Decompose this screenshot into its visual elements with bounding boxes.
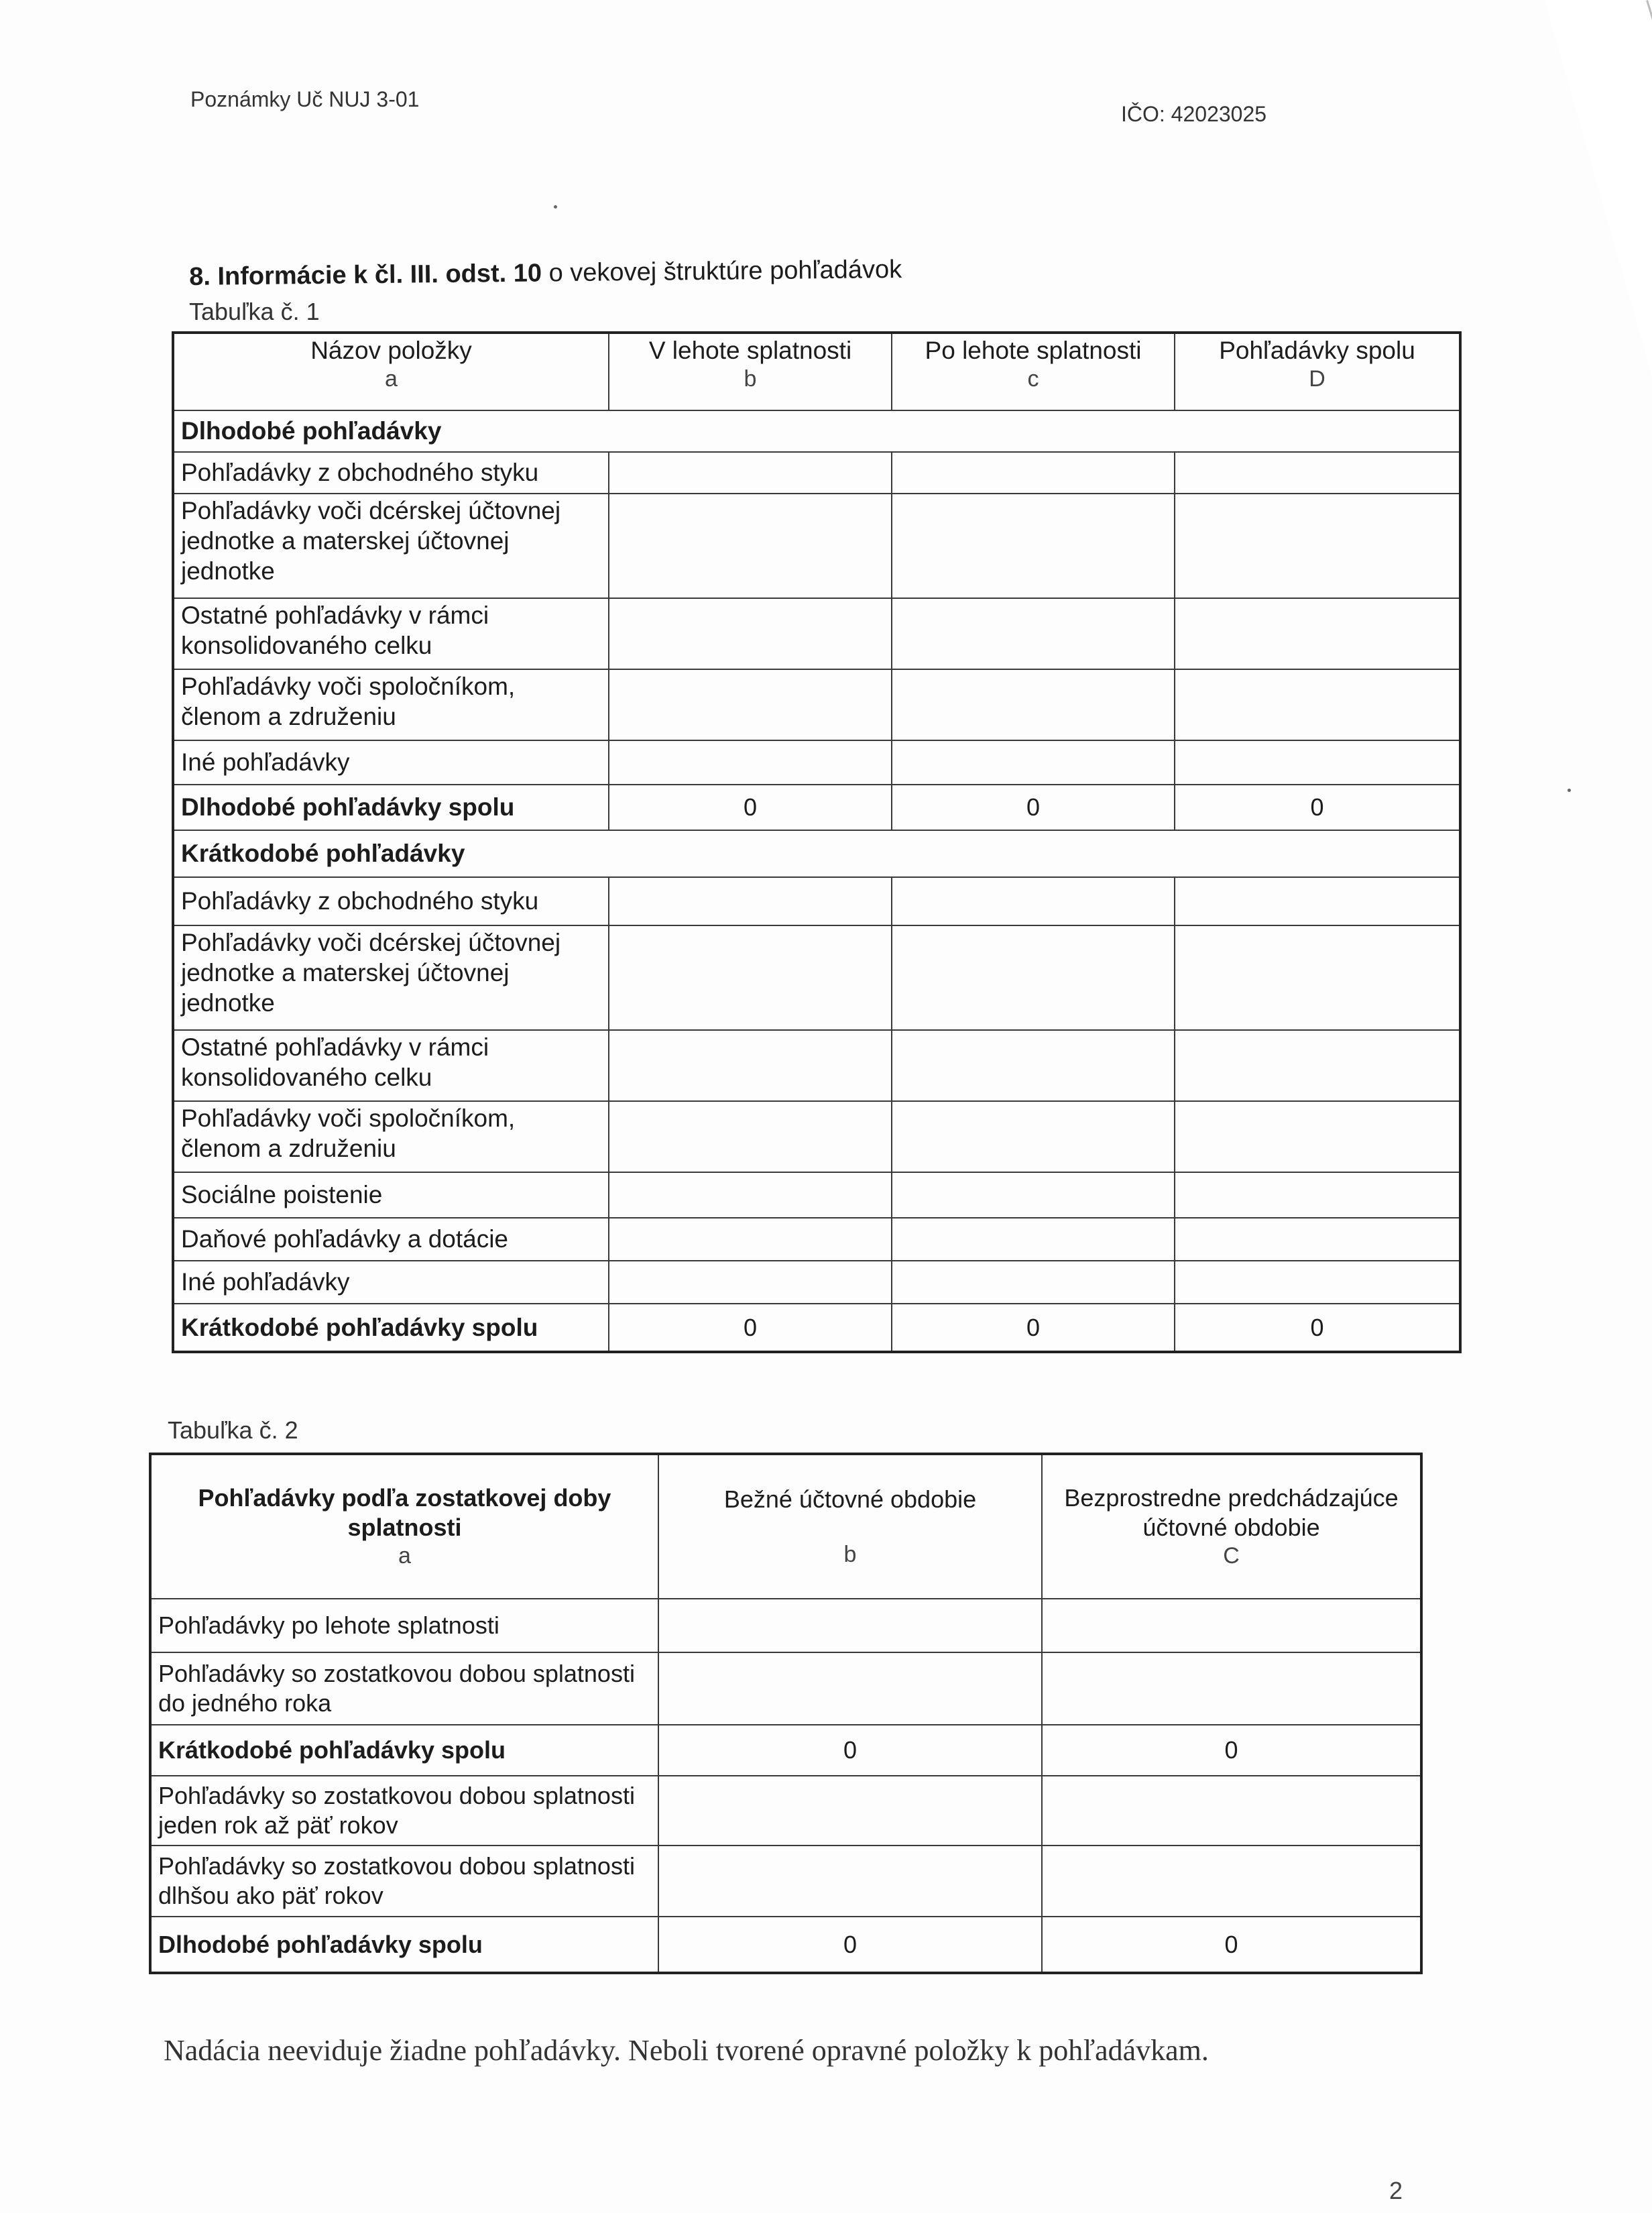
cell-b (609, 1172, 892, 1218)
table2-header-label: Pohľadávky podľa zostatkovej doby splatnosti (198, 1483, 611, 1541)
cell-c (892, 877, 1175, 925)
table1 (172, 331, 1462, 1353)
table-row (173, 1172, 1460, 1218)
page-corner-fold (1545, 0, 1652, 376)
page-number: 2 (1389, 2177, 1403, 2204)
cell-c (892, 669, 1175, 740)
table-row (173, 452, 1460, 494)
section-title-prefix: 8. Informácie k čl. III. odst. 10 (189, 259, 542, 291)
table1-section-label: Dlhodobé pohľadávky (173, 410, 1460, 452)
cell-c (1042, 1846, 1421, 1917)
cell-d (1175, 877, 1460, 925)
cell-b (609, 1030, 892, 1101)
total-b: 0 (609, 785, 892, 830)
table1-header-cell (892, 333, 1175, 410)
table1-header-label: Pohľadávky spolu (1219, 337, 1415, 364)
row-label: Pohľadávky so zostatkovou dobou splatnosti do jedného roka (150, 1652, 658, 1725)
cell-c (1042, 1652, 1421, 1725)
table1-header-label: Názov položky (310, 337, 472, 364)
cell-d (1175, 1261, 1460, 1304)
cell-d (1175, 494, 1460, 598)
table-row (150, 1846, 1421, 1917)
table1-header-label: V lehote splatnosti (648, 337, 852, 364)
total-d: 0 (1175, 1304, 1460, 1352)
total-b: 0 (609, 1304, 892, 1352)
cell-c (892, 452, 1175, 494)
header-document-name: Poznámky Uč NUJ 3-01 (190, 87, 420, 111)
cell-c (892, 1218, 1175, 1261)
table2-header-label: Bezprostredne predchádzajúce účtovné obdobie (1064, 1483, 1399, 1541)
table-row (173, 598, 1460, 669)
cell-b (609, 1101, 892, 1172)
cell-d (1175, 925, 1460, 1030)
table-row (173, 1218, 1460, 1261)
table2-short-total-row (150, 1725, 1421, 1776)
row-label: Pohľadávky so zostatkovou dobou splatnosti dlhšou ako päť rokov (150, 1846, 658, 1917)
row-label: Pohľadávky po lehote splatnosti (150, 1599, 658, 1652)
table-row (173, 740, 1460, 785)
cell-d (1175, 1172, 1460, 1218)
row-label: Dlhodobé pohľadávky spolu (150, 1917, 658, 1973)
row-label: Dlhodobé pohľadávky spolu (173, 785, 609, 830)
cell-c (1042, 1776, 1421, 1846)
table-row (173, 669, 1460, 740)
cell-b (609, 669, 892, 740)
table-row (173, 877, 1460, 925)
row-label: Iné pohľadávky (173, 740, 609, 785)
table1-header-letter: c (1027, 366, 1039, 392)
cell-c (892, 598, 1175, 669)
table1-caption: Tabuľka č. 1 (189, 298, 320, 325)
total-c: 0 (892, 1304, 1175, 1352)
row-label: Iné pohľadávky (173, 1261, 609, 1304)
table1-section-label: Krátkodobé pohľadávky (173, 830, 1460, 877)
row-label: Pohľadávky voči spoločníkom, členom a združeniu (173, 669, 609, 740)
cell-c (892, 1261, 1175, 1304)
row-label: Daňové pohľadávky a dotácie (173, 1218, 609, 1261)
cell-b (609, 1218, 892, 1261)
table2-header-label: Bežné účtovné obdobie (723, 1485, 977, 1513)
table2 (149, 1453, 1423, 1974)
total-c: 0 (892, 785, 1175, 830)
table2-header-cell (150, 1454, 658, 1599)
cell-c (892, 1030, 1175, 1101)
table2-long-total-row (150, 1917, 1421, 1973)
cell-c (892, 925, 1175, 1030)
table-row (173, 925, 1460, 1030)
table1-header-letter: D (1309, 366, 1325, 392)
scan-speck (554, 205, 557, 209)
total-d: 0 (1175, 785, 1460, 830)
row-label: Pohľadávky voči dcérskej účtovnej jednotke a materskej účtovnej jednotke (173, 925, 609, 1030)
row-label: Krátkodobé pohľadávky spolu (150, 1725, 658, 1776)
row-label: Krátkodobé pohľadávky spolu (173, 1304, 609, 1352)
cell-c: 0 (1042, 1725, 1421, 1776)
table2-header-letter: C (1223, 1542, 1240, 1569)
table-row (173, 1101, 1460, 1172)
cell-b (609, 877, 892, 925)
row-label: Pohľadávky so zostatkovou dobou splatnosti jeden rok až päť rokov (150, 1776, 658, 1846)
cell-d (1175, 1218, 1460, 1261)
cell-b (609, 1261, 892, 1304)
table1-section-row (173, 830, 1460, 877)
table1-section-row (173, 410, 1460, 452)
table1-header-cell (609, 333, 892, 410)
cell-c (892, 1101, 1175, 1172)
cell-b (658, 1846, 1042, 1917)
cell-b (609, 925, 892, 1030)
cell-b (609, 452, 892, 494)
table2-header-letter: b (843, 1541, 857, 1567)
cell-c (892, 1172, 1175, 1218)
table-row (173, 1030, 1460, 1101)
cell-b (609, 494, 892, 598)
cell-b (609, 740, 892, 785)
table2-header-cell (1042, 1454, 1421, 1599)
table1-header-letter: a (385, 366, 398, 392)
table-row (150, 1599, 1421, 1652)
cell-c: 0 (1042, 1917, 1421, 1973)
cell-d (1175, 669, 1460, 740)
table-row (173, 494, 1460, 598)
cell-b: 0 (658, 1725, 1042, 1776)
header-company-id: IČO: 42023025 (1121, 102, 1267, 126)
row-label: Pohľadávky z obchodného styku (173, 452, 609, 494)
cell-b (658, 1652, 1042, 1725)
row-label: Sociálne poistenie (173, 1172, 609, 1218)
table1-short-total-row (173, 1304, 1460, 1352)
cell-b: 0 (658, 1917, 1042, 1973)
row-label: Ostatné pohľadávky v rámci konsolidovaného celku (173, 1030, 609, 1101)
cell-b (658, 1599, 1042, 1652)
table-row (173, 1261, 1460, 1304)
table1-header-letter: b (744, 366, 757, 392)
cell-b (609, 598, 892, 669)
cell-d (1175, 1030, 1460, 1101)
cell-c (892, 494, 1175, 598)
table-row (150, 1776, 1421, 1846)
cell-c (892, 740, 1175, 785)
cell-d (1175, 1101, 1460, 1172)
table1-header-cell (173, 333, 609, 410)
table2-caption: Tabuľka č. 2 (168, 1416, 298, 1444)
row-label: Ostatné pohľadávky v rámci konsolidovaného celku (173, 598, 609, 669)
table1-header-cell (1175, 333, 1460, 410)
section-title (189, 256, 902, 292)
table2-header-cell (658, 1454, 1042, 1599)
cell-d (1175, 740, 1460, 785)
table1-header-row (173, 333, 1460, 410)
row-label: Pohľadávky z obchodného styku (173, 877, 609, 925)
footer-note: Nadácia neeviduje žiadne pohľadávky. Neboli tvorené opravné položky k pohľadávkam. (164, 2034, 1209, 2067)
cell-b (658, 1776, 1042, 1846)
row-label: Pohľadávky voči dcérskej účtovnej jednotke a materskej účtovnej jednotke (173, 494, 609, 598)
cell-d (1175, 452, 1460, 494)
row-label: Pohľadávky voči spoločníkom, členom a združeniu (173, 1101, 609, 1172)
table2-header-letter: a (398, 1542, 411, 1569)
cell-c (1042, 1599, 1421, 1652)
cell-d (1175, 598, 1460, 669)
table2-header-row (150, 1454, 1421, 1599)
table-row (150, 1652, 1421, 1725)
table1-header-label: Po lehote splatnosti (925, 337, 1142, 364)
table1-long-total-row (173, 785, 1460, 830)
section-title-suffix: o vekovej štruktúre pohľadávok (548, 255, 902, 288)
scan-speck (1568, 789, 1571, 792)
